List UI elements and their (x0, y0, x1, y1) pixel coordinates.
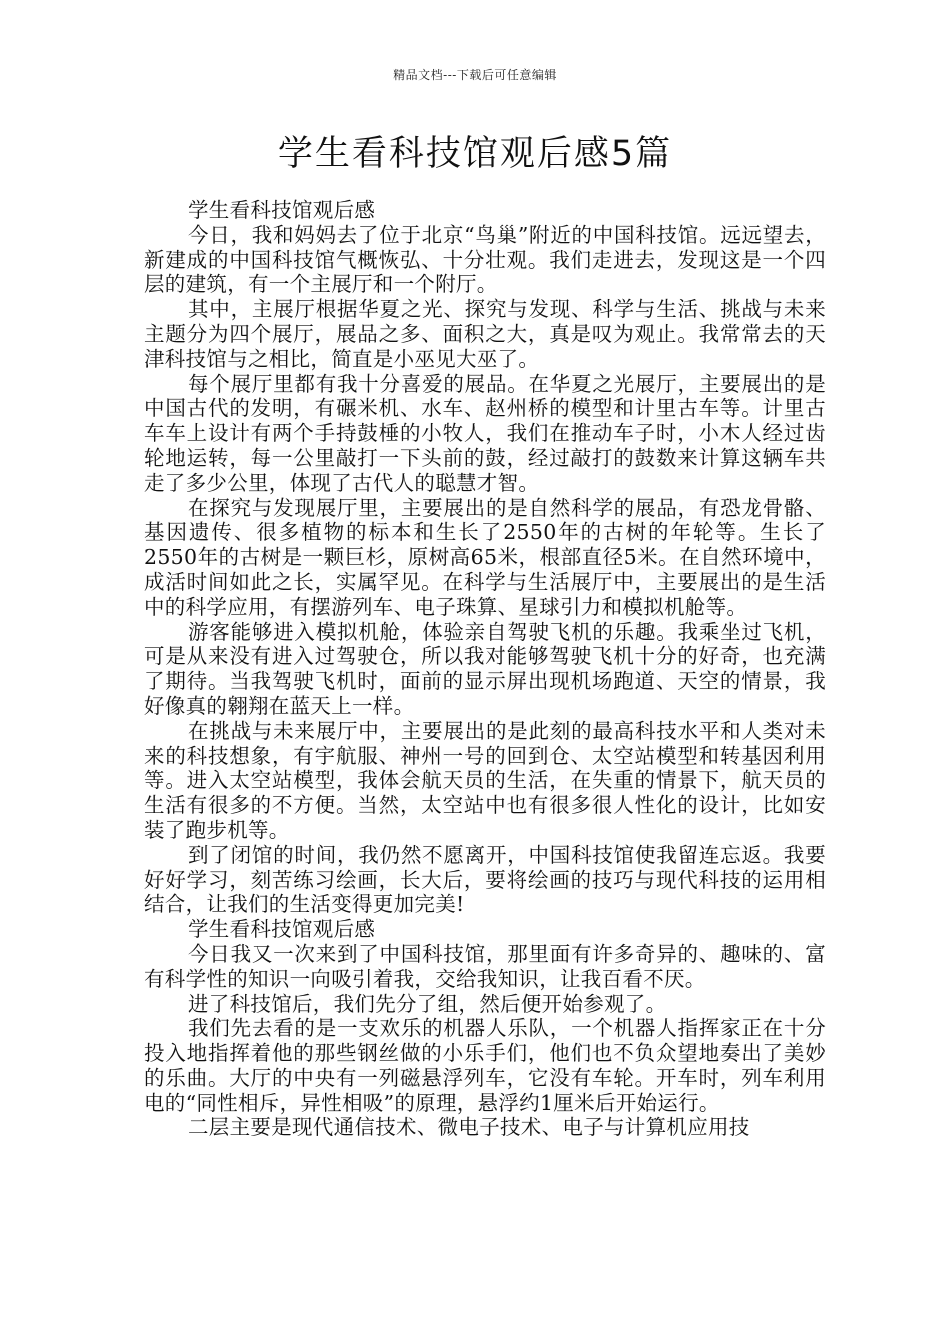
paragraph: 在探究与发现展厅里，主要展出的是自然科学的展品，有恐龙骨骼、基因遗传、很多植物的标本和生长了2550年的古树的年轮等。生长了2550年的古树是一颗巨杉，原树高65米，根部直径5米。在自然环境中，成活时间如此之长，实属罕见。在科学与生活展厅中，主要展出的是生活中的科学应用，有摆游列车、电子珠算、星球引力和模拟机舱等。 (144, 495, 826, 619)
section-heading: 学生看科技馆观后感 (188, 917, 376, 942)
document-body (144, 198, 826, 1140)
paragraph: 二层主要是现代通信技术、微电子技术、电子与计算机应用技 (188, 1115, 750, 1140)
paragraph: 今日我又一次来到了中国科技馆，那里面有许多奇异的、趣味的、富有科学性的知识一向吸引着我，交给我知识，让我百看不厌。 (144, 941, 826, 991)
paragraph: 到了闭馆的时间，我仍然不愿离开，中国科技馆使我留连忘返。我要好好学习，刻苦练习绘画，长大后，要将绘画的技巧与现代科技的运用相结合，让我们的生活变得更加完美! (144, 842, 826, 917)
paragraph: 今日，我和妈妈去了位于北京“鸟巢”附近的中国科技馆。远远望去，新建成的中国科技馆气概恢弘、十分壮观。我们走进去，发现这是一个四层的建筑，有一个主展厅和一个附厅。 (144, 222, 826, 297)
page-title: 学生看科技馆观后感5篇 (277, 134, 673, 174)
paragraph: 进了科技馆后，我们先分了组，然后便开始参观了。 (188, 991, 667, 1016)
section-heading: 学生看科技馆观后感 (188, 198, 376, 222)
page-header: 精品文档---下载后可任意编辑 (393, 68, 557, 82)
paragraph: 游客能够进入模拟机舱，体验亲自驾驶飞机的乐趣。我乘坐过飞机，可是从来没有进入过驾驶仓，所以我对能够驾驶飞机十分的好奇，也充满了期待。当我驾驶飞机时，面前的显示屏出现机场跑道、天空的情景，我好像真的翱翔在蓝天上一样。 (144, 619, 826, 718)
paragraph: 其中，主展厅根据华夏之光、探究与发现、科学与生活、挑战与未来主题分为四个展厅，展品之多、面积之大，真是叹为观止。我常常去的天津科技馆与之相比，简直是小巫见大巫了。 (144, 297, 826, 371)
paragraph: 每个展厅里都有我十分喜爱的展品。在华夏之光展厅，主要展出的是中国古代的发明，有碾米机、水车、赵州桥的模型和计里古车等。计里古车车上设计有两个手持鼓棰的小牧人，我们在推动车子时，小木人经过齿轮地运转，每一公里敲打一下头前的鼓，经过敲打的鼓数来计算这辆车共走了多少公里，体现了古代人的聪慧才智。 (144, 371, 826, 495)
paragraph: 在挑战与未来展厅中，主要展出的是此刻的最高科技水平和人类对未来的科技想象，有宇航服、神州一号的回到仓、太空站模型和转基因利用等。进入太空站模型，我体会航天员的生活，在失重的情景下，航天员的生活有很多的不方便。当然，太空站中也有很多很人性化的设计，比如安装了跑步机等。 (144, 718, 826, 842)
paragraph: 我们先去看的是一支欢乐的机器人乐队，一个机器人指挥家正在十分投入地指挥着他的那些钢丝做的小乐手们，他们也不负众望地奏出了美妙的乐曲。大厅的中央有一列磁悬浮列车，它没有车轮。开车时，列车利用电的“同性相斥，异性相吸”的原理，悬浮约1厘米后开始运行。 (144, 1016, 826, 1115)
